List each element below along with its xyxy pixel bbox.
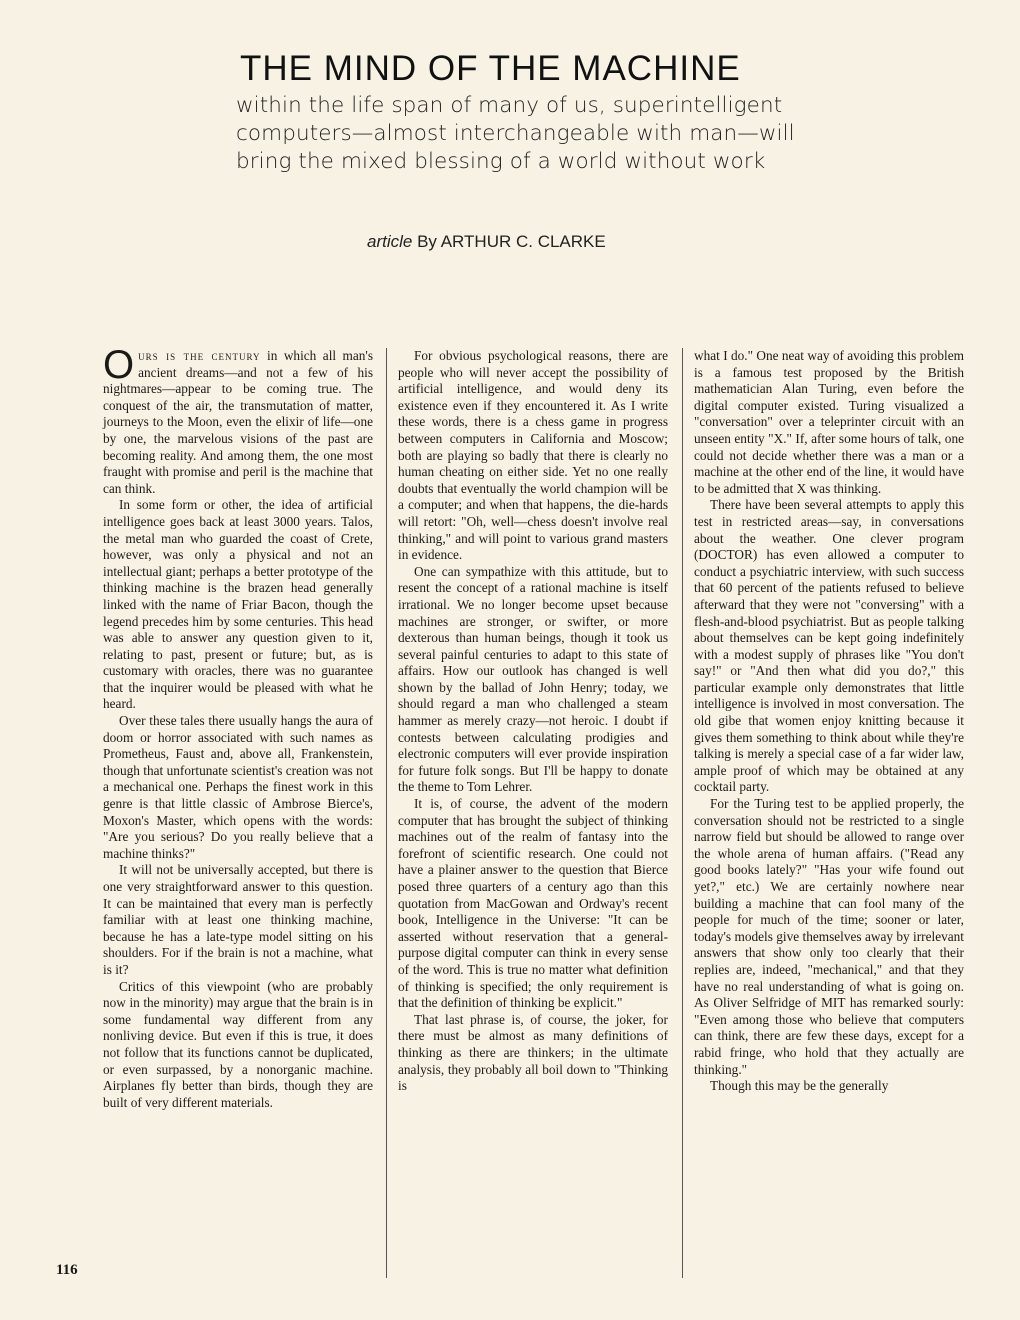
deck-line: bring the mixed blessing of a world without work [236, 149, 766, 174]
article-header [232, 50, 832, 176]
deck-line: computers—almost interchangeable with man—will [236, 121, 795, 146]
paragraph: For obvious psychological reasons, there are people who will never accept the possibility of artificial intelligence, and would deny its existence even if they encountered it. As I write these words, there is a chess game in progress between computers in California and Moscow; both are playing so badly that there is clearly no human cheating on either side. Yet no one really doubts that eventually the world champion will be a computer; and when that happens, the die-hards will retort: "Oh, well—chess doesn't involve real thinking," and will point to various grand masters in evidence. [398, 348, 668, 563]
paragraph: Over these tales there usually hangs the aura of doom or horror associated with such names as Prometheus, Faust and, above all, Frankenstein, though that unfortunate scientist's creation was not a mechanical one. Perhaps the finest work in this genre is that little classic of Ambrose Bierce's, Moxon's Master, which opens with the words: "Are you serious? Do you really believe that a machine thinks?" [103, 713, 373, 861]
column-rule [386, 348, 387, 1278]
article-title: THE MIND OF THE MACHINE [240, 49, 741, 88]
paragraph: In some form or other, the idea of artificial intelligence goes back at least 3000 years. Talos, the metal man who guarded the coast of Crete, however, was only a physical and not an intellectual giant; perhaps a better prototype of the thinking machine is the brazen head generally linked with the name of Friar Bacon, though the legend precedes him by some centuries. This head was able to answer any question given to it, relating to past, present or future; but, as is customary with oracles, there was no guarantee that the inquirer would be pleased with what he heard. [103, 497, 373, 712]
text-column-3 [694, 348, 964, 1095]
text-column-2 [398, 348, 668, 1095]
column-rule [682, 348, 683, 1278]
paragraph: It is, of course, the advent of the modern computer that has brought the subject of thinking machines out of the realm of fantasy into the forefront of scientific research. One could not have a plainer answer to the question that Bierce posed three quarters of a century ago than this quotation from MacGowan and Ordway's recent book, Intelligence in the Universe: "It can be asserted without reservation that a general-purpose digital computer can think in every sense of the word. This is true no matter what definition of thinking is specified; the only requirement is that the definition of thinking be explicit." [398, 796, 668, 1011]
paragraph: what I do." One neat way of avoiding this problem is a famous test proposed by the British mathematician Alan Turing, even before the digital computer existed. Turing visualized a "conversation" over a teleprinter circuit with an unseen entity "X." If, after some hours of talk, one could not decide whether there was a man or a machine at the other end of the line, it would have to be admitted that X was thinking. [694, 348, 964, 496]
paragraph [103, 343, 374, 497]
paragraph: It will not be universally accepted, but there is one very straightforward answer to this question. It can be maintained that every man is perfectly familiar with at least one thinking machine, because he has a late-type model sitting on his shoulders. For if the brain is not a machine, what is it? [103, 862, 373, 977]
text-column-1 [103, 343, 374, 1111]
drop-cap: O [103, 343, 135, 387]
paragraph-text: in which all man's ancient dreams—and not a few of his nightmares—appear to be coming true. The conquest of the air, the transmutation of matter, journeys to the Moon, even the elixir of life—one by one, the marvelous visions of the past are becoming reality. And among them, the one most fraught with promise and peril is the machine that can think. [103, 348, 374, 496]
lead-in-smallcaps: urs is the century [138, 348, 261, 363]
byline-kicker: article [367, 232, 413, 251]
byline [367, 232, 606, 252]
paragraph: Critics of this viewpoint (who are probably now in the minority) may argue that the brain is in some fundamental way different from any nonliving device. But even if this is true, it does not follow that its functions cannot be duplicated, or even surpassed, by a nonorganic machine. Airplanes fly better than birds, though they are built of very different materials. [103, 978, 373, 1110]
paragraph: That last phrase is, of course, the joker, for there must be almost as many definitions of thinking as there are thinkers; in the ultimate analysis, they probably all boil down to "Thinking is [398, 1011, 668, 1094]
paragraph: There have been several attempts to apply this test in restricted areas—say, in conversations about the weather. One clever program (DOCTOR) has even allowed a computer to conduct a psychiatric interview, with such success that 60 percent of the patients refused to believe afterward that they were not "conversing" with a flesh-and-blood psychiatrist. But as people talking about themselves can be kept going indefinitely with a modest supply of phrases like "You don't say!" or "And then what did you do?," this particular example only demonstrates that little intelligence is involved in most conversation. The old gibe that women enjoy knitting because it gives them something to think about while they're talking is merely a special case of a far wider law, ample proof of which may be obtained at any cocktail party. [694, 497, 964, 795]
article-deck [236, 92, 832, 176]
paragraph: Though this may be the generally [710, 1078, 889, 1094]
page-number: 116 [56, 1262, 78, 1278]
paragraph: For the Turing test to be applied properly, the conversation should not be restricted to a single narrow field but should be allowed to range over the whole arena of human affairs. ("Read any good books lately?" "Has your wife found out yet?," etc.) We are certainly nowhere near building a machine that can fool many of the people for much of the time; sooner or later, today's models give themselves away by irrelevant answers that show only too clearly that their replies are, indeed, "mechanical," and that they have no real understanding of what is going on. As Oliver Selfridge of MIT has remarked sourly: "Even among those who believe that computers can think, there are few these days, except for a rabid fringe, who hold that they actually are thinking." [694, 796, 964, 1077]
byline-author: By ARTHUR C. CLARKE [417, 232, 606, 251]
paragraph: One can sympathize with this attitude, but to resent the concept of a rational machine is itself irrational. We no longer become upset because machines are stronger, or swifter, or more dexterous than human beings, though it took us several painful centuries to adapt to this state of affairs. How our outlook has changed is well shown by the ballad of John Henry; today, we should regard a man who challenged a steam hammer as merely crazy—not heroic. I doubt if contests between calculating prodigies and electronic computers will ever provide inspiration for future folk songs. But I'll be happy to donate the theme to Tom Lehrer. [398, 563, 668, 795]
deck-line: within the life span of many of us, superintelligent [236, 93, 783, 118]
